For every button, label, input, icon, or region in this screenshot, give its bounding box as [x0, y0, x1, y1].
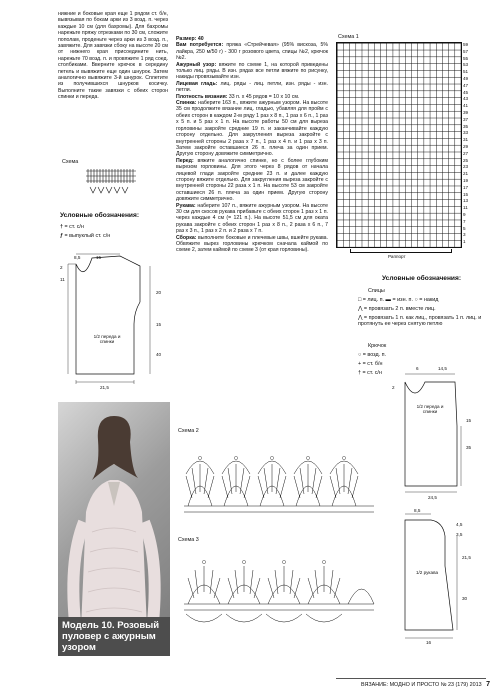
hook-line-2: + = ст. б/н: [358, 361, 383, 367]
row-number: 23: [463, 164, 469, 170]
back-text: наберите 163 п., вяжите ажурным узором. На высоте 35 см продолжите вязание лиц. гладью, убавляя для пройм с обеих сторон в каждом 2-м ряду 1 раз х 8 п., 1 раз х 6 п., 1 раз х 5 п. и 5 раз х 1 п. На высоте работы 50 см для выреза горловины закройте средние 19 п. и заканчивайте каждую сторону отдельно. Для закругления выреза закройте с внутренней стороны 2 раза х 7 п., 1 раз х 4 п. и 1 раз х 3 п. Затем закройте оставшиеся 26 п. плеча за один прием. Другую сторону довяжите симметрично.: [176, 100, 328, 158]
density-label: Плотность вязания:: [176, 93, 228, 100]
pattern2-dim-8-5: 8,5: [414, 508, 421, 513]
row-number: 5: [463, 225, 466, 231]
footer-rule: [336, 678, 486, 679]
row-number: 35: [463, 123, 469, 129]
row-number: 11: [463, 205, 468, 211]
rapport-bracket: [350, 249, 452, 253]
scheme1-grid: [336, 42, 462, 248]
pattern2-dim-30: 30: [462, 596, 468, 601]
footer-text: ВЯЗАНИЕ: МОДНО И ПРОСТО № 23 (179) 2013: [361, 682, 482, 688]
row-number: 19: [463, 177, 469, 183]
pattern1-dim-14-5: 14,5: [438, 366, 447, 371]
face-para: [176, 81, 328, 94]
row-number: 43: [463, 96, 469, 102]
dim-right-40: 40: [156, 352, 162, 357]
face-text: лиц. ряды - лиц. петли, изн. ряды - изн. петли.: [176, 80, 328, 94]
ajur-text: вяжите по схеме 1, на которой приведены только лиц. ряды. В изн. рядах все петли вяжите по рисунку, накиды провязывайте изн.: [176, 61, 328, 81]
col1-legend-item-2: [60, 233, 110, 239]
photo-caption-text: Модель 10. Розовый пуловер с ажурным узором: [62, 620, 160, 653]
hook-line-3: † = ст. с/н: [358, 370, 382, 376]
ajur-para: [176, 62, 328, 81]
legend-text: = выпуклый ст. с/н: [64, 233, 111, 239]
row-number: 25: [463, 157, 469, 163]
col2-text: [176, 36, 328, 254]
col1-top-text: нижние и боковые края еще 1 рядом ст. б/н, вывязывая по бокам арки из 3 возд. п. через каждые 10 см (для бахромы). Для бахромы нарежьте пряжу отрезками по 30 см, сложите пополам, проденьте через арки из 3 возд. п., завяжите. Для завязки сбоку на высоте 20 см от нижнего края присоедините нить, нарежьте 70 возд. п. и провяжите 1 ряд соед. столбиками. Вверните крючок в середину петель и вывяжите еще один шнурок. Затем аналогично вывяжите 3-й шнурок. Сплетите из получившихся шнурков косичку. Выполните такие завязки с обеих сторон спинки и переда.: [58, 11, 168, 101]
row-number: 51: [463, 69, 469, 75]
footer: [330, 681, 490, 689]
size-label: Размер: 40: [176, 36, 204, 42]
materials-text: пряжа «Стрейчевая» (95% вискоза, 5% лайкра, 250 м/50 г) - 300 г розового цвета, спицы №2, крючок №2.: [176, 42, 328, 62]
row-number: 15: [463, 191, 469, 197]
assembly-text: выполните боковые и плечевые швы, вшейте рукава. Обвяжите вырез горловины крючком сначала каймой по схеме 2, затем каймой по схеме 3 (от края горловины).: [176, 234, 329, 254]
ajur-label: Ажурный узор:: [176, 61, 217, 68]
pattern2-dim-3-5: 3,5: [456, 532, 463, 537]
scheme3-diagram: [178, 544, 378, 632]
legend-symbol: ƒ: [60, 233, 63, 239]
scheme3-label: Схема 3: [178, 537, 199, 543]
row-number: 31: [463, 137, 469, 143]
row-number: 55: [463, 55, 469, 61]
sleeve-para: [176, 203, 328, 235]
col3-legend-line-3: ⋀ = провязать 1 п. как лиц., провязать 1 п. лиц. и протянуть ее через снятую петлю: [358, 315, 482, 327]
front-back-pattern-2-diagram: [395, 360, 470, 495]
dim-top-left: 8,5: [74, 255, 81, 260]
col1-scheme-label: Схема: [62, 159, 79, 165]
pattern1-dim-2: 2: [392, 385, 395, 390]
dim-bottom-width: 21,5: [100, 385, 109, 390]
pattern2-dim-21-5: 21,5: [462, 555, 471, 560]
needles-label: Спицы: [368, 288, 385, 294]
row-number: 45: [463, 89, 469, 95]
legend-text: = ст. с/н: [64, 224, 84, 230]
pattern1-dim-24-5: 24,5: [428, 495, 437, 500]
row-number: 49: [463, 75, 469, 81]
dim-right-15: 15: [156, 322, 162, 327]
col3-legend-title: Условные обозначения:: [382, 275, 462, 282]
scheme1-label: Схема 1: [338, 34, 359, 40]
pattern1-label: 1/2 переда и спинки: [416, 404, 444, 414]
col1-scheme-diagram: [84, 165, 144, 199]
dim-left-11: 11: [60, 277, 65, 282]
row-number: 17: [463, 184, 469, 190]
dim-left-2: 2: [60, 265, 63, 270]
front-text: вяжите аналогично спинке, но с более глубоким вырезом горловины. Для этого через 8 рядов от начала лицевой глади закройте средние 23 п. и далее каждую сторону вяжите отдельно. Для закругления выреза закройте с внутренней стороны 22 раза х 1 п. На высоте 53 см закройте оставшиеся 26 п. плеча за один прием. Другую сторону довяжите симметрично.: [176, 157, 328, 203]
col1-legend-title: Условные обозначения:: [60, 212, 140, 219]
pattern2-label: 1/2 рукава: [415, 570, 439, 575]
hook-line-1: ○ = возд. п.: [358, 352, 387, 358]
row-number: 21: [463, 171, 469, 177]
row-number: 27: [463, 150, 469, 156]
front-para: [176, 158, 328, 203]
row-number: 29: [463, 143, 469, 149]
pattern2-dim-4-5: 4,5: [456, 522, 463, 527]
col3-legend-line-2: ⋀ = провязать 2 п. вместе лиц.: [358, 306, 436, 312]
back-label: Спинка:: [176, 100, 197, 107]
dim-top-mid: 15: [96, 255, 102, 260]
page-number: 7: [486, 681, 490, 688]
pattern1-dim-35: 35: [466, 445, 472, 450]
row-number: 9: [463, 211, 466, 217]
front-back-pattern-diagram: [60, 250, 175, 390]
row-number: 41: [463, 103, 469, 109]
scheme2-diagram: [178, 436, 378, 524]
legend-symbol: †: [60, 224, 63, 230]
row-number: 59: [463, 42, 469, 47]
pattern-label: 1/2 переда и спинки: [93, 334, 121, 344]
materials-para: [176, 42, 328, 61]
sleeve-text: наберите 107 п., вяжите ажурным узором. На высоте 30 см для скосов рукава прибавьте с обеих сторон 1 раз х 1 п. через каждые 4 см (= 121 п.). На высоте 51,5 см для оката рукава закройте с обеих сторон 1 раз х 8 п., 2 раза х 6 п., 7 раз х 3 п., 1 раз х 2 п. и 2 раза х 7 п.: [176, 202, 328, 235]
scheme2-label: Схема 2: [178, 428, 199, 434]
col3-legend-line-1: □ = лиц. п. ▬ = изн. п. ○ = накид: [358, 297, 439, 303]
scheme1-row-numbers: [463, 42, 477, 246]
row-number: 13: [463, 198, 469, 204]
materials-label: Вам потребуется:: [176, 42, 224, 49]
face-label: Лицевая гладь:: [176, 80, 218, 87]
model-photo: [58, 402, 170, 656]
row-number: 3: [463, 232, 466, 238]
front-label: Перед:: [176, 157, 194, 164]
col1-legend-item-1: [60, 224, 84, 230]
row-number: 33: [463, 130, 469, 136]
sleeve-pattern-diagram: [395, 510, 470, 645]
assembly-label: Сборка:: [176, 234, 197, 241]
pattern1-dim-15: 15: [466, 418, 472, 423]
row-number: 53: [463, 62, 469, 68]
pattern1-dim-6: 6: [416, 366, 419, 371]
rapport-label: Раппорт: [388, 254, 406, 259]
row-number: 47: [463, 82, 469, 88]
density-text: 33 п. х 45 рядов = 10 х 10 см.: [228, 93, 300, 100]
photo-caption: [58, 617, 170, 656]
dim-right-20: 20: [156, 290, 162, 295]
pattern2-dim-16: 16: [426, 640, 432, 645]
sleeve-label: Рукава:: [176, 202, 196, 209]
row-number: 37: [463, 116, 469, 122]
assembly-para: [176, 235, 328, 254]
row-number: 1: [463, 239, 466, 245]
row-number: 39: [463, 109, 469, 115]
row-number: 7: [463, 218, 466, 224]
row-number: 57: [463, 48, 469, 54]
back-para: [176, 100, 328, 158]
hook-label: Крючок: [368, 343, 387, 349]
